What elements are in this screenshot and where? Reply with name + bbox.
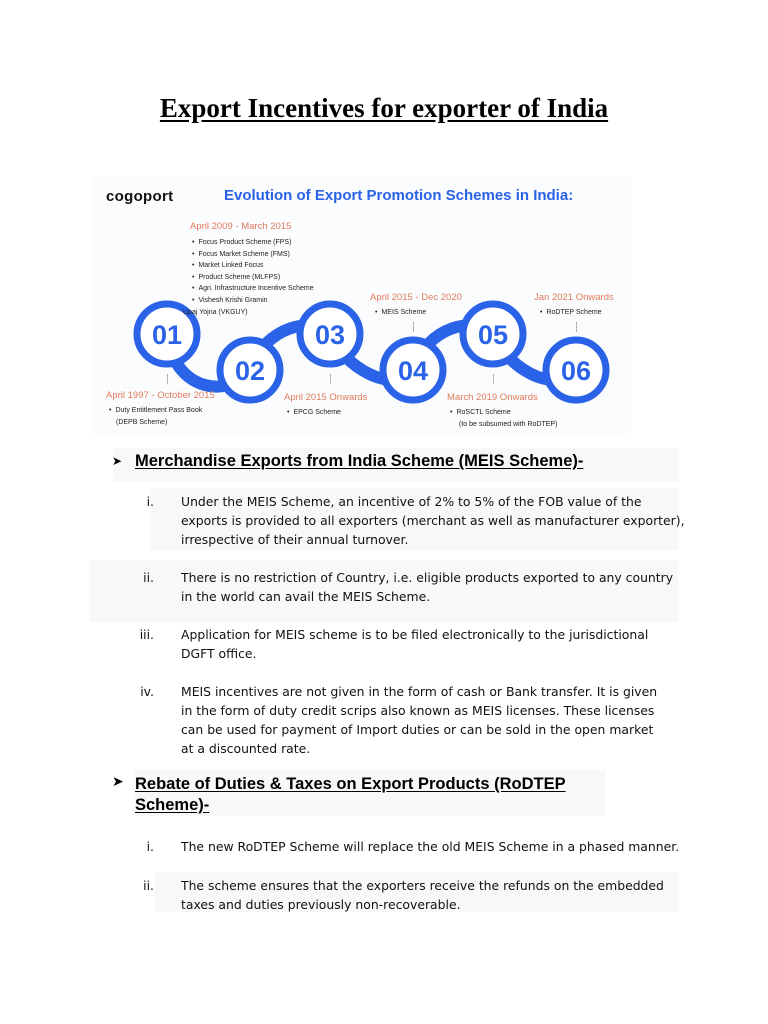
list-item-number: iv. [140, 684, 154, 699]
step-01-number: 01 [151, 320, 183, 350]
section-2-heading [135, 774, 566, 816]
arrow-bullet-icon: ➤ [112, 454, 123, 468]
step-06-item: • RoDTEP Scheme [540, 307, 602, 319]
section-2-heading-line: Scheme)- [135, 796, 210, 814]
step-02-item: • Vishesh Krishi Gramin [192, 295, 314, 307]
step-05-items [450, 407, 557, 430]
step-01-connector [167, 374, 168, 384]
list-item-line: in the form of duty credit scrips also known as MEIS licenses. These licenses [181, 703, 655, 718]
infographic-title: Evolution of Export Promotion Schemes in India: [224, 187, 574, 204]
step-02-number: 02 [234, 356, 266, 386]
step-04-item: • MEIS Scheme [375, 307, 426, 319]
step-02-item: • Agri. Infrastructure Incentive Scheme [192, 283, 314, 295]
step-02-period: April 2009 - March 2015 [190, 221, 292, 232]
step-01-item: • Duty Entitlement Pass Book [109, 405, 202, 417]
list-item-line: Application for MEIS scheme is to be filed electronically to the jurisdictional [181, 627, 649, 642]
list-item-line: The scheme ensures that the exporters receive the refunds on the embedded [181, 878, 664, 893]
cogoport-logo: cogoport [106, 188, 174, 205]
step-03-number: 03 [314, 320, 346, 350]
step-06-number: 06 [560, 356, 592, 386]
schemes-infographic [93, 176, 631, 434]
step-02-item: • Product Scheme (MLFPS) [192, 272, 314, 284]
step-05-connector [493, 374, 494, 384]
list-item-line: Under the MEIS Scheme, an incentive of 2% to 5% of the FOB value of the [181, 494, 642, 509]
step-04-connector [413, 322, 414, 332]
step-03-period: April 2015 Onwards [284, 392, 368, 403]
step-02-item: Upaj Yojna (VKGUY) [183, 308, 248, 316]
list-item-line: can be used for payment of Import duties or can be sold in the open market [181, 722, 654, 737]
step-06-connector [576, 322, 577, 332]
list-item-line: DGFT office. [181, 646, 257, 661]
step-01-period: April 1997 - October 2015 [106, 390, 215, 401]
step-04-items [375, 307, 426, 319]
step-02-items [183, 237, 314, 318]
step-05-item: • RoSCTL Scheme [450, 407, 557, 419]
list-item-line: There is no restriction of Country, i.e. eligible products exported to any country [181, 570, 674, 585]
list-item-line: at a discounted rate. [181, 741, 311, 756]
list-item-line: in the world can avail the MEIS Scheme. [181, 589, 431, 604]
step-05-item: (to be subsumed with RoDTEP) [459, 420, 558, 428]
arrow-bullet-icon: ➤ [112, 774, 124, 790]
step-06-items [540, 307, 602, 319]
list-item-line: MEIS incentives are not given in the form of cash or Bank transfer. It is given [181, 684, 658, 699]
step-02-item: • Focus Market Scheme (FMS) [192, 249, 314, 261]
list-item-number: i. [146, 839, 154, 854]
step-05-number: 05 [477, 320, 509, 350]
step-01-item: (DEPB Scheme) [116, 418, 168, 426]
section-1-heading: Merchandise Exports from India Scheme (MEIS Scheme)- [135, 452, 584, 470]
list-item-number: i. [146, 494, 154, 509]
step-01-items [109, 405, 202, 428]
step-06-period: Jan 2021 Onwards [534, 292, 614, 303]
list-item-line: taxes and duties previously non-recoverable. [181, 897, 461, 912]
list-item-line: exports is provided to all exporters (merchant as well as manufacturer exporter), [181, 513, 685, 528]
section-2-heading-line: Rebate of Duties & Taxes on Export Products (RoDTEP [135, 775, 566, 793]
step-05-period: March 2019 Onwards [447, 392, 538, 403]
step-04-period: April 2015 - Dec 2020 [370, 292, 462, 303]
list-item-line: The new RoDTEP Scheme will replace the old MEIS Scheme in a phased manner. [181, 839, 680, 854]
list-item-number: ii. [143, 570, 154, 585]
document-title: Export Incentives for exporter of India [159, 93, 609, 123]
list-item-line: irrespective of their annual turnover. [181, 532, 409, 547]
list-item-number: iii. [139, 627, 154, 642]
step-03-item: • EPCG Scheme [287, 407, 341, 419]
step-04-number: 04 [397, 356, 429, 386]
step-03-connector [330, 374, 331, 384]
list-item-number: ii. [143, 878, 154, 893]
step-03-items [287, 407, 341, 419]
step-02-item: • Market Linked Focus [192, 260, 314, 272]
step-02-item: • Focus Product Scheme (FPS) [192, 237, 314, 249]
